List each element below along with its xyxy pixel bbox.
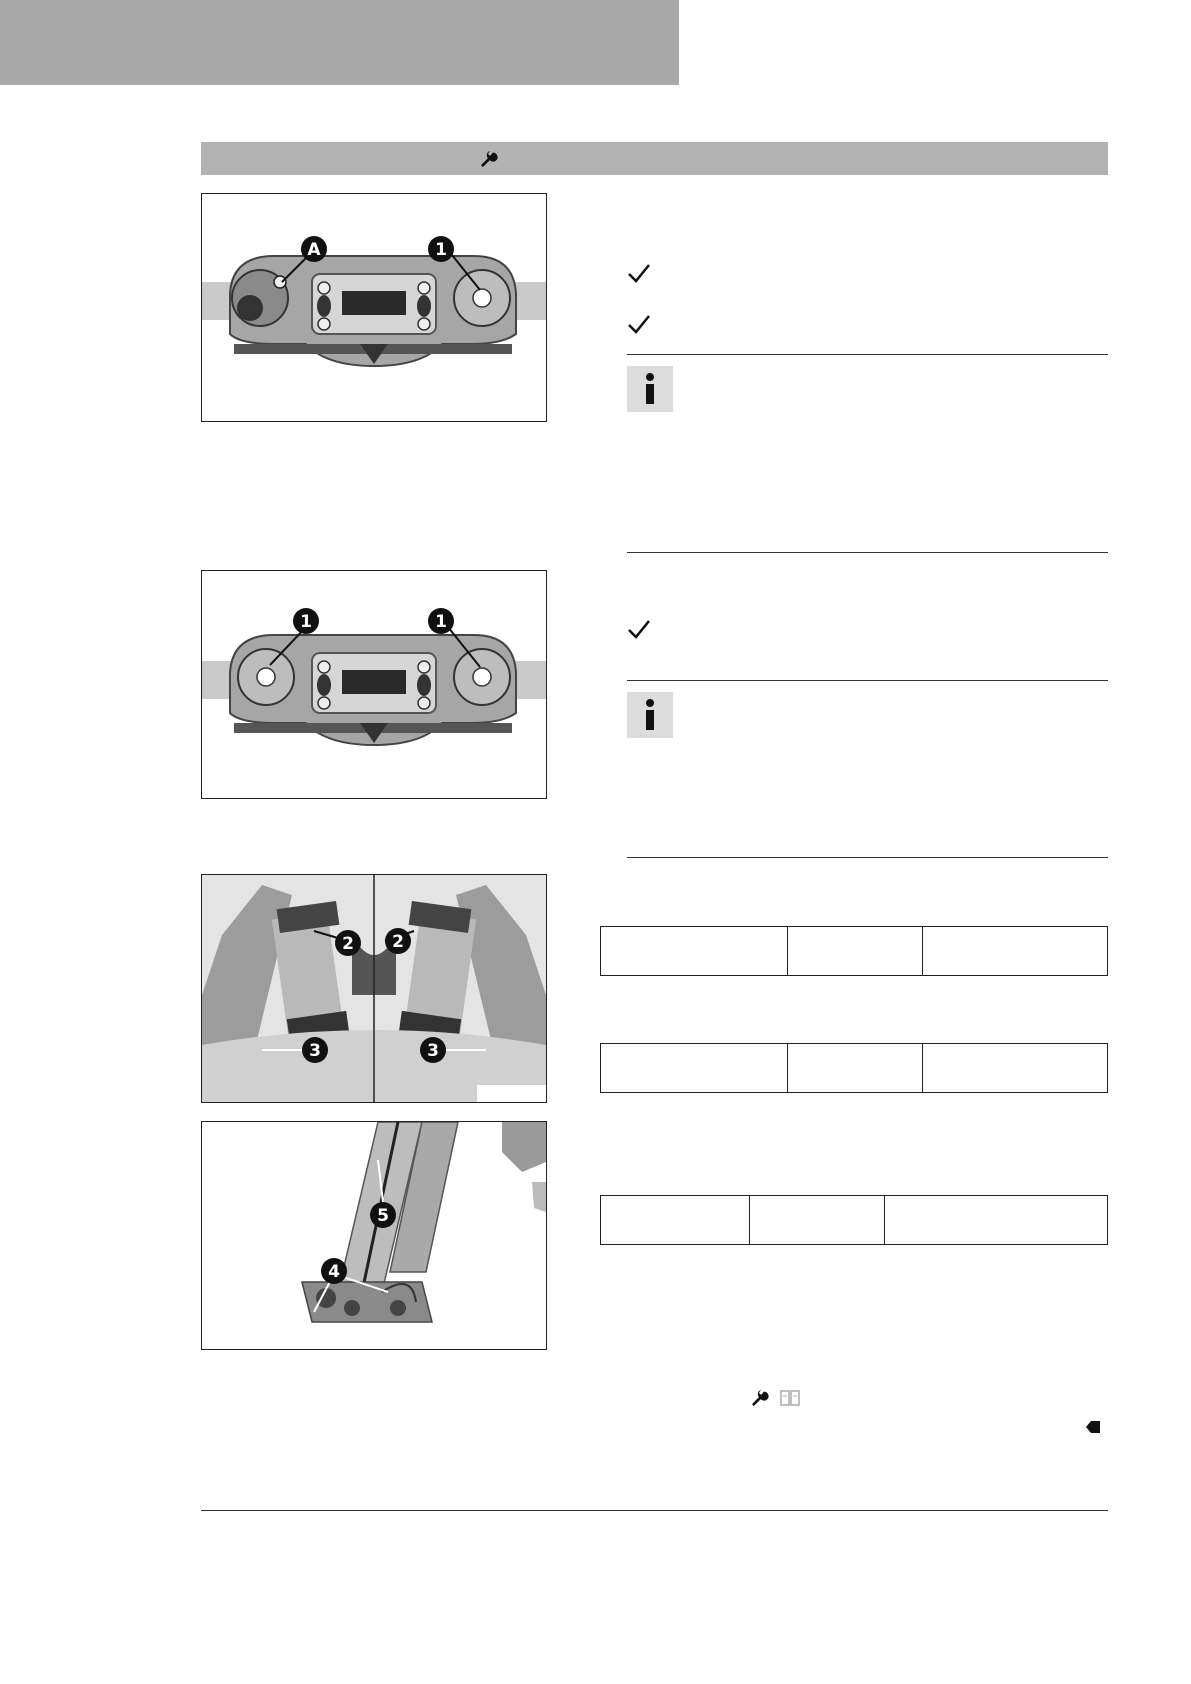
callout-label: 1 xyxy=(435,612,447,632)
spec-table xyxy=(600,1043,1108,1093)
section-title-bar xyxy=(201,142,1108,175)
callout-label: 4 xyxy=(328,1262,340,1282)
check-icon xyxy=(627,262,651,284)
callout-label: 5 xyxy=(377,1206,389,1226)
figure-fork-leg-caliper xyxy=(201,1121,547,1350)
callout-label: 1 xyxy=(300,612,312,632)
divider xyxy=(627,552,1108,553)
info-icon xyxy=(627,692,673,738)
header-band xyxy=(0,0,679,85)
wrench-icon xyxy=(751,1389,769,1407)
figure-top-clamp-adjusters xyxy=(201,193,547,422)
check-icon xyxy=(627,313,651,335)
divider xyxy=(627,680,1108,681)
book-icon xyxy=(780,1389,800,1407)
divider xyxy=(627,857,1108,858)
callout-label: 2 xyxy=(342,934,354,954)
callout-label: 1 xyxy=(435,240,447,260)
callout-label: 3 xyxy=(427,1041,439,1061)
check-icon xyxy=(627,618,651,640)
table-cell xyxy=(923,927,1108,976)
table-cell xyxy=(601,1044,788,1093)
table-cell xyxy=(601,927,788,976)
callout-label: 2 xyxy=(392,932,404,952)
end-marker-icon xyxy=(1086,1420,1100,1434)
callout-label: A xyxy=(307,240,321,260)
figure-top-clamp-two-adjusters xyxy=(201,570,547,799)
table-cell xyxy=(788,1044,923,1093)
spec-table xyxy=(600,1195,1108,1245)
table-cell xyxy=(601,1196,750,1245)
table-cell xyxy=(788,927,923,976)
spec-table xyxy=(600,926,1108,976)
table-cell xyxy=(885,1196,1108,1245)
footer-divider xyxy=(201,1510,1108,1511)
callout-label: 3 xyxy=(309,1041,321,1061)
wrench-icon xyxy=(480,150,498,168)
divider xyxy=(627,354,1108,355)
table-cell xyxy=(923,1044,1108,1093)
table-cell xyxy=(750,1196,885,1245)
figure-fork-clamps xyxy=(201,874,547,1103)
info-icon xyxy=(627,366,673,412)
